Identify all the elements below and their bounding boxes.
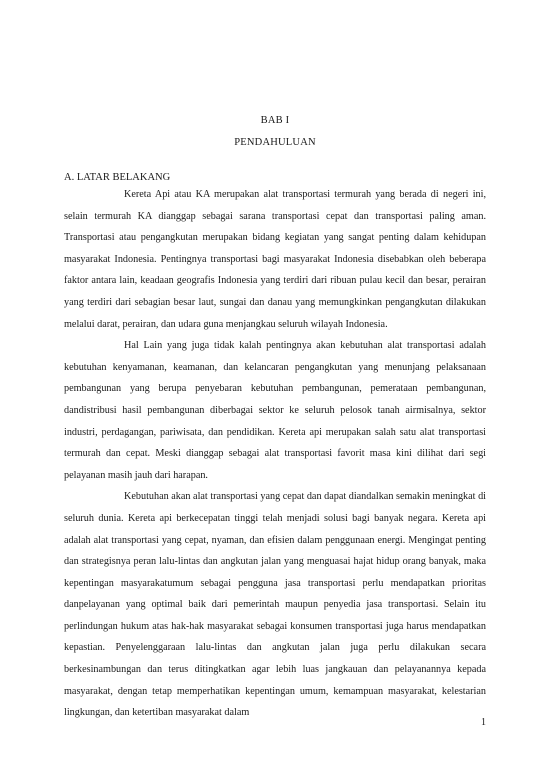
section-heading: A. LATAR BELAKANG [64, 172, 171, 183]
page-number: 1 [481, 717, 486, 728]
chapter-number: BAB I [260, 115, 290, 126]
chapter-title: PENDAHULUAN [234, 137, 316, 148]
paragraph: Kereta Api atau KA merupakan alat transportasi termurah yang berada di negeri ini, selain termurah KA dianggap sebagai sarana transportasi cepat dan transportasi paling aman. Transportasi atau pengangkutan merupakan bidang kegiatan yang sangat penting dalam kehidupan masyarakat Indonesia. Pentingnya transportasi bagi masyarakat Indonesia disebabkan oleh beberapa faktor antara lain, keadaan geografis Indonesia yang terdiri dari ribuan pulau kecil dan besar, perairan yang terdiri dari sebagian besar laut, sungai dan danau yang memungkinkan pengangkutan dilakukan melalui darat, perairan, dan udara guna menjangkau seluruh wilayah Indonesia. [64, 189, 486, 330]
paragraph: Kebutuhan akan alat transportasi yang cepat dan dapat diandalkan semakin meningkat di seluruh dunia. Kereta api berkecepatan tinggi telah menjadi solusi bagi banyak negara. Kereta api adalah alat transportasi yang cepat, nyaman, dan efisien dalam penggunaan energi. Mengingat penting dan strategisnya peran lalu-lintas dan angkutan jalan yang menguasai hajat hidup orang banyak, maka kepentingan masyarakatumum sebagai pengguna jasa transportasi perlu mendapatkan prioritas danpelayanan yang optimal baik dari pemerintah maupun penyedia jasa transportasi. Selain itu perlindungan hukum atas hak-hak masyarakat sebagai konsumen transportasi juga harus mendapatkan kepastian. Penyelenggaraan lalu-lintas dan angkutan jalan juga perlu dilakukan secara berkesinambungan dan terus ditingkatkan agar lebih luas jangkauan dan pelayanannya kepada masyarakat, dengan tetap memperhatikan kepentingan umum, kemampuan masyarakat, kelestarian lingkungan, dan ketertiban masyarakat dalam [64, 491, 486, 719]
paragraph: Hal Lain yang juga tidak kalah pentingnya akan kebutuhan alat transportasi adalah kebutuhan kenyamanan, keamanan, dan kelancaran pengangkutan yang menunjang pelaksanaan pembangunan yang berupa penyebaran kebutuhan pembangunan, pemerataan pembangunan, dandistribusi hasil pembangunan diberbagai sektor ke seluruh pelosok tanah airmisalnya, sektor industri, perdagangan, pariwisata, dan pendidikan. Kereta api merupakan salah satu alat transportasi termurah dan cepat. Meski dianggap sebagai alat transportasi favorit masa kini dilihat dari segi pelayanan masih jauh dari harapan. [64, 340, 486, 481]
body-text [64, 184, 486, 724]
